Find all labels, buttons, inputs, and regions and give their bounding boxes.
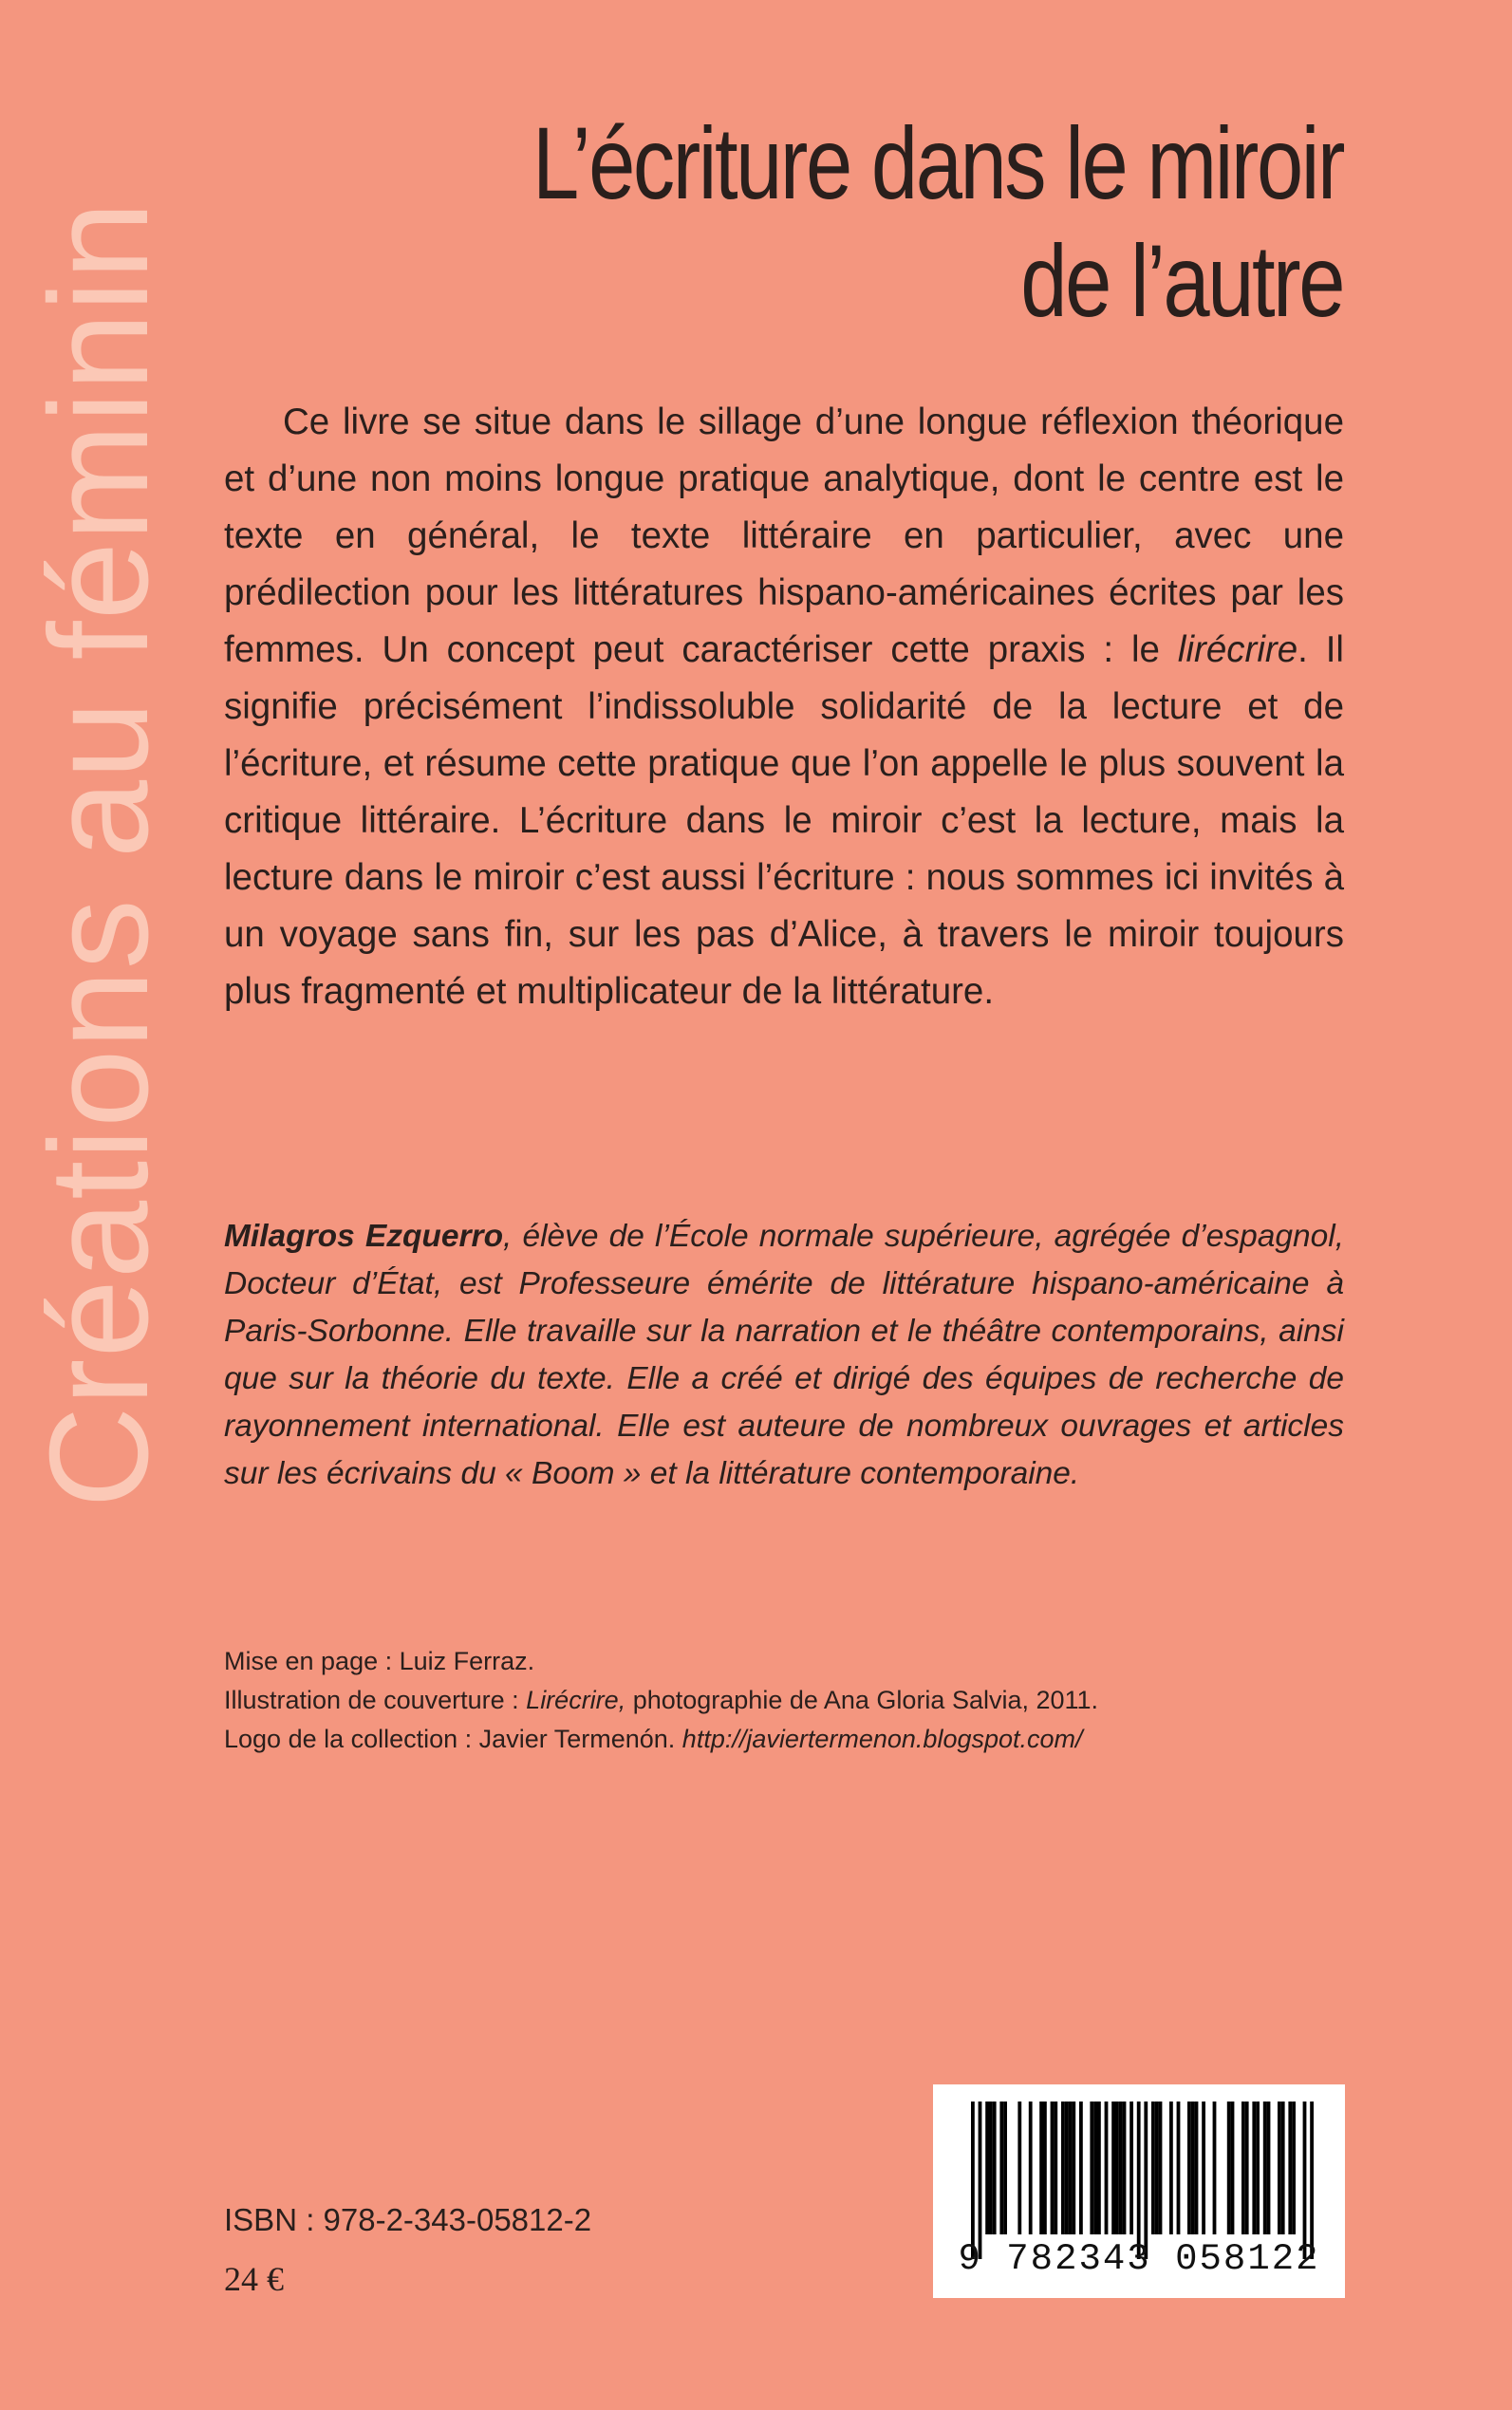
barcode-bar — [1169, 2102, 1173, 2234]
barcode-bar — [1256, 2102, 1260, 2234]
barcode-bar — [985, 2102, 989, 2234]
blurb-text-start: Ce livre se situe dans le sillage d’une longue réflexion théorique et d’une non moins longue pratique analytique, dont le centre est le texte en général, le texte littéraire en particulier, avec une prédilection pour les littératures hispano-américaines écrites par les femmes. Un concept peut caractériser cette praxis : le — [224, 402, 1344, 670]
barcode — [933, 2084, 1345, 2298]
barcode-bar — [1310, 2102, 1314, 2259]
author-bio-text: , élève de l’École normale supérieure, agrégée d’espagnol, Docteur d’État, est Professeure émérite de littérature hispano-américaine à Paris-Sorbonne. Elle travaille sur la narration et le théâtre contemporains, ainsi que sur la théorie du texte. Elle a créé et dirigé des équipes de recherche de rayonnement international. Elle est auteure de nombreux ouvrages et articles sur les écrivains du « Boom » et la littérature contemporaine. — [224, 1219, 1345, 1491]
barcode-bar — [1202, 2102, 1205, 2234]
credit-illustration-title: Lirécrire, — [526, 1686, 626, 1714]
barcode-bar — [1061, 2102, 1065, 2234]
barcode-bar — [1151, 2102, 1155, 2234]
barcode-bar — [1241, 2102, 1245, 2234]
barcode-bar — [1029, 2102, 1033, 2234]
barcode-bar — [1111, 2102, 1115, 2234]
barcode-bar — [1267, 2102, 1271, 2234]
barcode-bar — [1054, 2102, 1057, 2234]
blurb-text-end: . Il signifie précisément l’indissoluble solidarité de la lecture et de l’écriture, et résume cette pratique que l’on appelle le plus souvent la critique littéraire. L’écriture dans le miroir c’est la lecture, mais la lecture dans le miroir c’est aussi l’écriture : nous sommes ici invités à un voyage sans fin, sur les pas d’Alice, à travers le miroir toujours plus fragmenté et multiplicateur de la littérature. — [224, 629, 1344, 1012]
barcode-bar — [1123, 2102, 1127, 2234]
credit-illustration-prefix: Illustration de couverture : — [224, 1686, 527, 1714]
barcode-bar — [1278, 2102, 1281, 2234]
barcode-bar — [1303, 2102, 1307, 2259]
price: 24 € — [224, 2260, 284, 2298]
barcode-bar — [999, 2102, 1003, 2234]
credit-illustration — [224, 1681, 1344, 1720]
barcode-bar — [1069, 2102, 1073, 2234]
barcode-bar — [1039, 2102, 1043, 2234]
barcode-bar — [1155, 2102, 1159, 2234]
barcode-bar — [1137, 2102, 1141, 2259]
credit-illustration-suffix: photographie de Ana Gloria Salvia, 2011. — [625, 1686, 1099, 1714]
barcode-bar — [1245, 2102, 1249, 2234]
book-title-line-2: de l’autre — [1020, 223, 1343, 338]
credit-logo — [224, 1720, 1344, 1759]
barcode-bar — [1119, 2102, 1123, 2234]
barcode-bar — [993, 2102, 997, 2234]
barcode-bar — [1195, 2102, 1199, 2234]
barcode-bar — [1017, 2102, 1021, 2234]
barcode-bar — [1159, 2102, 1163, 2234]
barcode-bar — [971, 2102, 975, 2259]
blurb-paragraph — [224, 394, 1344, 1020]
barcode-digits: 9 782343 058122 — [958, 2238, 1320, 2280]
barcode-bar — [1231, 2102, 1235, 2234]
credits — [224, 1642, 1344, 1759]
book-title-line-1: L’écriture dans le miroir — [532, 105, 1343, 220]
barcode-bar — [1177, 2102, 1181, 2234]
barcode-bar — [1129, 2102, 1133, 2234]
barcode-bar — [1292, 2102, 1296, 2234]
barcode-bar — [1213, 2102, 1217, 2234]
credit-logo-url[interactable]: http://javiertermenon.blogspot.com/ — [681, 1725, 1083, 1753]
barcode-bar — [1115, 2102, 1119, 2234]
barcode-bar — [1079, 2102, 1083, 2234]
credit-logo-prefix: Logo de la collection : Javier Termenón. — [224, 1725, 682, 1753]
barcode-bar — [1093, 2102, 1097, 2234]
barcode-bar — [1090, 2102, 1093, 2234]
series-name-vertical — [19, 66, 180, 1642]
author-bio — [224, 1213, 1344, 1498]
barcode-bar — [1065, 2102, 1069, 2234]
barcode-bar — [1144, 2102, 1148, 2259]
barcode-bar — [1051, 2102, 1055, 2234]
barcode-bar — [1097, 2102, 1101, 2234]
barcode-bar — [1281, 2102, 1285, 2234]
barcode-bar — [1252, 2102, 1256, 2234]
barcode-bar — [979, 2102, 982, 2259]
barcode-bar — [1187, 2102, 1191, 2234]
barcode-bar — [1072, 2102, 1075, 2234]
blurb-italic-term: lirécrire — [1177, 629, 1298, 670]
credit-layout: Mise en page : Luiz Ferraz. — [224, 1647, 535, 1675]
barcode-bar — [1227, 2102, 1231, 2234]
barcode-bar — [1191, 2102, 1195, 2234]
book-title — [487, 104, 1343, 340]
barcode-bar — [1043, 2102, 1047, 2234]
author-name: Milagros Ezquerro — [224, 1219, 504, 1254]
series-name: Créations au féminin — [21, 200, 177, 1508]
barcode-bar — [1263, 2102, 1267, 2234]
isbn: ISBN : 978-2-343-05812-2 — [224, 2202, 592, 2237]
barcode-bar — [989, 2102, 993, 2234]
barcode-bar — [1288, 2102, 1292, 2234]
barcode-bar — [1003, 2102, 1007, 2234]
barcode-bar — [1105, 2102, 1109, 2234]
